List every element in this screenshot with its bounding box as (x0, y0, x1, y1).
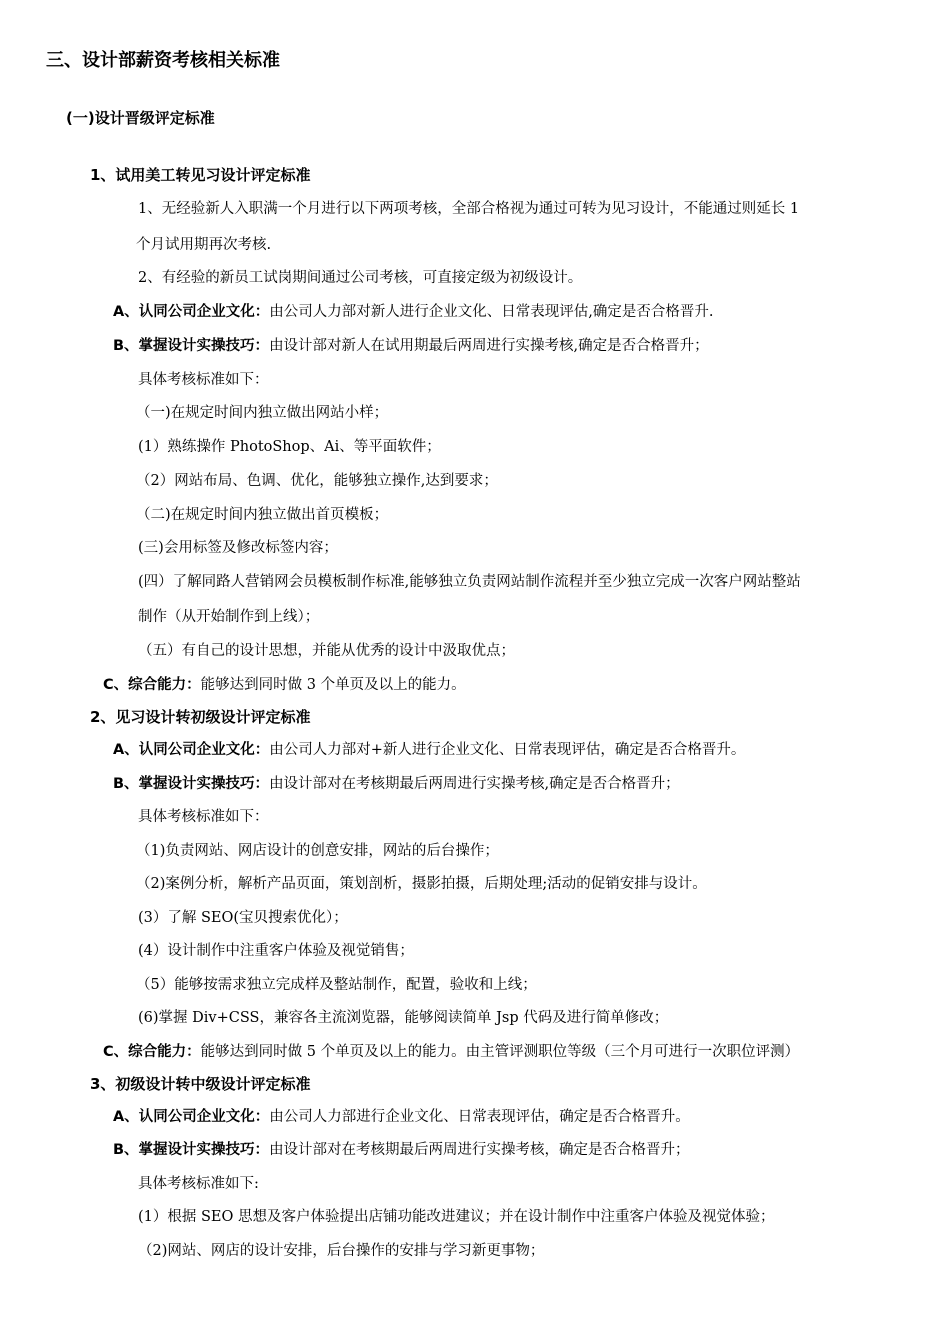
s1-list-item-6b: 制作（从开始制作到上线）； (138, 609, 320, 625)
s2-item-b-text: 由设计部对在考核期最后两周进行实操考核,确定是否合格晋升； (269, 776, 680, 792)
s1-item-c-label: C、综合能力： (103, 677, 201, 693)
s2-item-c-text: 能够达到同时做 5 个单页及以上的能力。由主管评测职位等级（三个月可进行一次职位评测） (200, 1044, 800, 1060)
s3-item-a (113, 1107, 690, 1127)
s2-list-item-3: (3）了解 SEO(宝贝搜索优化）； (138, 910, 348, 926)
s2-list-item-2: （2)案例分析，解析产品页面，策划剖析，摄影拍摄，后期处理;活动的促销安排与设计。 (136, 876, 707, 892)
s1-list-item-7: （五）有自己的设计思想，并能从优秀的设计中汲取优点； (138, 643, 515, 659)
s2-item-b-label: B、掌握设计实操技巧： (113, 776, 270, 792)
s2-item-c (103, 1042, 799, 1062)
s1-list-item-6a: (四）了解同路人营销网会员模板制作标准,能够独立负责网站制作流程并至少独立完成一次客户网站整站 (138, 574, 801, 590)
page-title: 三、设计部薪资考核相关标准 (46, 50, 280, 71)
s1-list-item-2: (1）熟练操作 PhotoShop、Ai、等平面软件； (138, 439, 441, 455)
s1-list-item-5: (三)会用标签及修改标签内容； (138, 540, 338, 556)
s1-item-c-text: 能够达到同时做 3 个单页及以上的能力。 (200, 677, 466, 693)
s1-item-c (103, 675, 466, 695)
s2-item-a-text: 由公司人力部对+新人进行企业文化、日常表现评估，确定是否合格晋升。 (269, 742, 746, 758)
s3-item-b-text: 由设计部对在考核期最后两周进行实操考核，确定是否合格晋升； (269, 1142, 690, 1158)
s3-list-item-1: (1）根据 SEO 思想及客户体验提出店铺功能改进建议；并在设计制作中注重客户体验及视觉体验； (138, 1209, 775, 1225)
s1-item-b (113, 336, 709, 356)
section-subtitle: (一)设计晋级评定标准 (66, 109, 215, 127)
s1-item-a-text: 由公司人力部对新人进行企业文化、日常表现评估,确定是否合格晋升. (269, 304, 714, 320)
s1-paragraph-2: 2、有经验的新员工试岗期间通过公司考核，可直接定级为初级设计。 (138, 270, 583, 286)
s1-item-b-text: 由设计部对新人在试用期最后两周进行实操考核,确定是否合格晋升； (269, 338, 709, 354)
s2-item-b (113, 774, 680, 794)
s1-item-a-label: A、认同公司企业文化： (113, 304, 270, 320)
section-2-heading: 2、见习设计转初级设计评定标准 (90, 708, 311, 726)
s1-paragraph-1b: 个月试用期再次考核. (136, 237, 272, 253)
s1-list-item-3: （2）网站布局、色调、优化，能够独立操作,达到要求； (136, 473, 498, 489)
s1-list-item-1: （一)在规定时间内独立做出网站小样； (136, 405, 389, 421)
s2-list-item-5: （5）能够按需求独立完成样及整站制作，配置，验收和上线； (136, 977, 537, 993)
s3-item-b (113, 1140, 690, 1160)
s1-item-a (113, 302, 713, 322)
s1-paragraph-1a: 1、无经验新人入职满一个月进行以下两项考核，全部合格视为通过可转为见习设计，不能通过则延长 1 (138, 201, 800, 217)
s3-item-b-label: B、掌握设计实操技巧： (113, 1142, 270, 1158)
s2-list-item-1: （1)负责网站、网店设计的创意安排，网站的后台操作； (136, 843, 499, 859)
s2-item-a (113, 740, 745, 760)
s2-list-item-4: (4）设计制作中注重客户体验及视觉销售； (138, 943, 414, 959)
s2-item-a-label: A、认同公司企业文化： (113, 742, 270, 758)
s1-standard-intro: 具体考核标准如下： (138, 372, 269, 388)
s3-item-a-text: 由公司人力部进行企业文化、日常表现评估，确定是否合格晋升。 (269, 1109, 690, 1125)
s2-item-c-label: C、综合能力： (103, 1044, 201, 1060)
s1-item-b-label: B、掌握设计实操技巧： (113, 338, 270, 354)
s3-standard-intro: 具体考核标准如下: (138, 1176, 259, 1192)
s2-standard-intro: 具体考核标准如下： (138, 809, 269, 825)
s3-list-item-2: （2)网站、网店的设计安排，后台操作的安排与学习新更事物； (138, 1243, 545, 1259)
s1-list-item-4: （二)在规定时间内独立做出首页模板； (136, 507, 389, 523)
section-3-heading: 3、初级设计转中级设计评定标准 (90, 1075, 311, 1093)
s3-item-a-label: A、认同公司企业文化： (113, 1109, 270, 1125)
section-1-heading: 1、试用美工转见习设计评定标准 (90, 166, 311, 184)
s2-list-item-6: (6)掌握 Div+CSS，兼容各主流浏览器，能够阅读简单 Jsp 代码及进行简单修改； (138, 1010, 669, 1026)
